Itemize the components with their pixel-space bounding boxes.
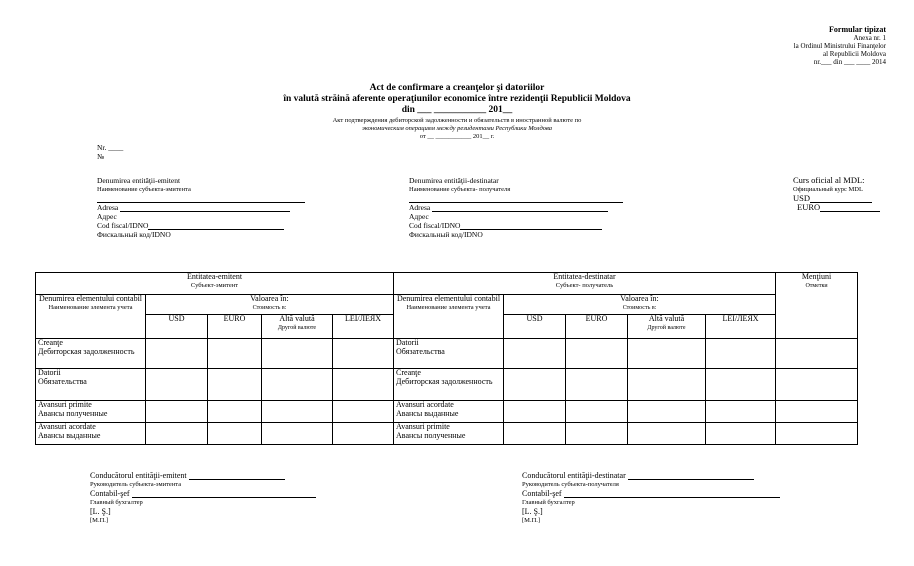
contabil-destinatar-label: Contabil-şef (522, 489, 562, 498)
cond-destinatar-signature[interactable] (628, 471, 754, 480)
cell-input[interactable] (262, 401, 333, 423)
destinatar-denumire-field[interactable] (409, 194, 623, 203)
emitent-euro-header: EURO (208, 315, 262, 339)
curs-block (793, 176, 880, 212)
destinatar-header: Entitatea-destinatar Субъект- получатель (394, 273, 776, 295)
curs-title: Curs oficial al MDL: (793, 175, 865, 185)
form-header (794, 26, 886, 66)
formular-label: Formular tipizat (829, 25, 886, 34)
cell-input[interactable] (566, 401, 628, 423)
cell-input[interactable] (208, 339, 262, 369)
cell-input[interactable] (566, 369, 628, 401)
cond-destinatar-ru: Руководитель субъекта-получателя (522, 481, 619, 488)
stamp-ls-right: [L. Ş.] (522, 507, 543, 516)
curs-usd-label: USD (793, 193, 811, 203)
row-label-right: Avansuri acordate Авансы выданные (394, 401, 504, 423)
emitent-adresa-label: Adresa (97, 203, 119, 212)
cell-input[interactable] (628, 401, 706, 423)
cell-input[interactable] (146, 401, 208, 423)
mentiuni-header: Menţiuni Отметки (776, 273, 858, 339)
contabil-emitent-label: Contabil-şef (90, 489, 130, 498)
title-line-1: Act de confirmare a creanţelor şi datoriilor (369, 83, 545, 93)
stamp-ls-left: [L. Ş.] (90, 507, 111, 516)
title-ru-2: экономическим операциям между резидентами Республики Молдова (361, 125, 553, 132)
cell-input[interactable] (262, 423, 333, 445)
cell-input[interactable] (504, 401, 566, 423)
title-line-2: în valută străină aferente operaţiunilor economice între rezidenţii Republicii Moldova (283, 94, 631, 104)
emitent-lei-header: LEI/ЛЕЯХ (333, 315, 394, 339)
cell-input[interactable] (333, 339, 394, 369)
contabil-emitent-ru: Главный бухгалтер (90, 499, 143, 506)
cell-input[interactable] (566, 423, 628, 445)
cell-input[interactable] (628, 423, 706, 445)
table-row (36, 401, 858, 423)
republica-label: al Republicii Moldova (823, 50, 886, 58)
emitent-block (97, 176, 305, 239)
cell-input[interactable] (776, 401, 858, 423)
cell-input[interactable] (706, 339, 776, 369)
cell-input[interactable] (628, 369, 706, 401)
cell-input[interactable] (776, 339, 858, 369)
cell-input[interactable] (504, 339, 566, 369)
cell-input[interactable] (776, 423, 858, 445)
cond-destinatar-label: Conducătorul entităţii-destinatar (522, 471, 626, 480)
emitent-adresa-field[interactable] (120, 203, 290, 212)
signatures-emitent (90, 471, 316, 525)
destinatar-block (409, 176, 623, 239)
destinatar-denumire-ru: Наименование субъекта- получателя (409, 186, 511, 193)
cond-emitent-ru: Руководитель субъекта-эмитента (90, 481, 182, 488)
stamp-mp-left: [М.П.] (90, 517, 109, 524)
nr-din-label: nr.___ din ___ ____ 2014 (813, 58, 886, 66)
row-label-right: Datorii Обязательства (394, 339, 504, 369)
destinatar-denumire-label: Denumirea entităţii-destinatar (409, 176, 499, 185)
destinatar-adresa-label: Adresa (409, 203, 431, 212)
title-ru-1: Акт подтверждения дебиторской задолженности и обязательств в иностранной валюте по (332, 117, 582, 124)
row-label-right: Creanţe Дебиторская задолженность (394, 369, 504, 401)
stamp-mp-right: [М.П.] (522, 517, 541, 524)
emitent-usd-header: USD (146, 315, 208, 339)
destinatar-usd-header: USD (504, 315, 566, 339)
emitent-alta-header: Altă valută Другой валюте (262, 315, 333, 339)
emitent-cod-label: Cod fiscal/IDNO (97, 221, 149, 230)
emitent-denumire-field[interactable] (97, 194, 305, 203)
row-label-left: Datorii Обязательства (36, 369, 146, 401)
cell-input[interactable] (208, 423, 262, 445)
cell-input[interactable] (262, 339, 333, 369)
cell-input[interactable] (146, 339, 208, 369)
contabil-destinatar-signature[interactable] (564, 489, 780, 498)
emitent-denumire-elem-header: Denumirea elementului contabil Наименование элемента учета (36, 295, 146, 339)
cell-input[interactable] (504, 369, 566, 401)
row-label-left: Avansuri primite Авансы полученные (36, 401, 146, 423)
emitent-denumire-ru: Наименование субъекта-эмитента (97, 186, 191, 193)
row-label-right: Avansuri primite Авансы полученные (394, 423, 504, 445)
nr-field (97, 143, 123, 161)
emitent-adresa-ru: Адрес (97, 212, 117, 221)
table-row (36, 369, 858, 401)
emitent-cod-field[interactable] (148, 221, 284, 230)
cell-input[interactable] (262, 369, 333, 401)
cond-emitent-label: Conducătorul entităţii-emitent (90, 471, 187, 480)
destinatar-alta-header: Altă valută Другой валюте (628, 315, 706, 339)
cell-input[interactable] (776, 369, 858, 401)
cell-input[interactable] (333, 423, 394, 445)
cell-input[interactable] (504, 423, 566, 445)
row-label-left: Creanţe Дебиторская задолженность (36, 339, 146, 369)
cell-input[interactable] (706, 369, 776, 401)
cell-input[interactable] (566, 339, 628, 369)
anexa-label: Anexa nr. 1 (853, 34, 886, 42)
ordin-label: la Ordinul Ministrului Finanţelor (793, 42, 886, 50)
emitent-valoarea-header: Valoarea în: Стоимость в: (146, 295, 394, 315)
nr-label: Nr. ____ (97, 143, 124, 152)
row-label-left: Avansuri acordate Авансы выданные (36, 423, 146, 445)
destinatar-valoarea-header: Valoarea în: Стоимость в: (504, 295, 776, 315)
destinatar-adresa-ru: Адрес (409, 212, 429, 221)
table-row (36, 423, 858, 445)
nr-label-ru: № (97, 152, 105, 161)
curs-euro-field[interactable] (820, 203, 880, 212)
cell-input[interactable] (628, 339, 706, 369)
contabil-destinatar-ru: Главный бухгалтер (522, 499, 575, 506)
destinatar-cod-label: Cod fiscal/IDNO (409, 221, 461, 230)
curs-euro-label: EURO (797, 202, 821, 212)
emitent-denumire-label: Denumirea entităţii-emitent (97, 176, 181, 185)
emitent-cod-ru: Фискальный код/IDNO (97, 230, 171, 239)
destinatar-lei-header: LEI/ЛЕЯХ (706, 315, 776, 339)
cell-input[interactable] (333, 369, 394, 401)
cell-input[interactable] (146, 423, 208, 445)
destinatar-cod-ru: Фискальный код/IDNO (409, 230, 483, 239)
confirmation-table (35, 272, 858, 445)
emitent-header: Entitatea-emitent Субъект-эмитент (36, 273, 394, 295)
cell-input[interactable] (333, 401, 394, 423)
cell-input[interactable] (706, 401, 776, 423)
destinatar-euro-header: EURO (566, 315, 628, 339)
cell-input[interactable] (208, 401, 262, 423)
contabil-emitent-signature[interactable] (132, 489, 316, 498)
cell-input[interactable] (706, 423, 776, 445)
title-line-3: din ___ ___________ 201__ (401, 105, 513, 115)
destinatar-adresa-field[interactable] (432, 203, 608, 212)
destinatar-cod-field[interactable] (460, 221, 602, 230)
destinatar-denumire-elem-header: Denumirea elementului contabil Наименование элемента учета (394, 295, 504, 339)
cell-input[interactable] (146, 369, 208, 401)
title-ru-3: от __ ___________ 201__ г. (419, 133, 495, 140)
cell-input[interactable] (208, 369, 262, 401)
cond-emitent-signature[interactable] (189, 471, 285, 480)
signatures-destinatar (522, 471, 780, 525)
table-row (36, 339, 858, 369)
curs-title-ru: Официальный курс MDL (793, 186, 863, 193)
